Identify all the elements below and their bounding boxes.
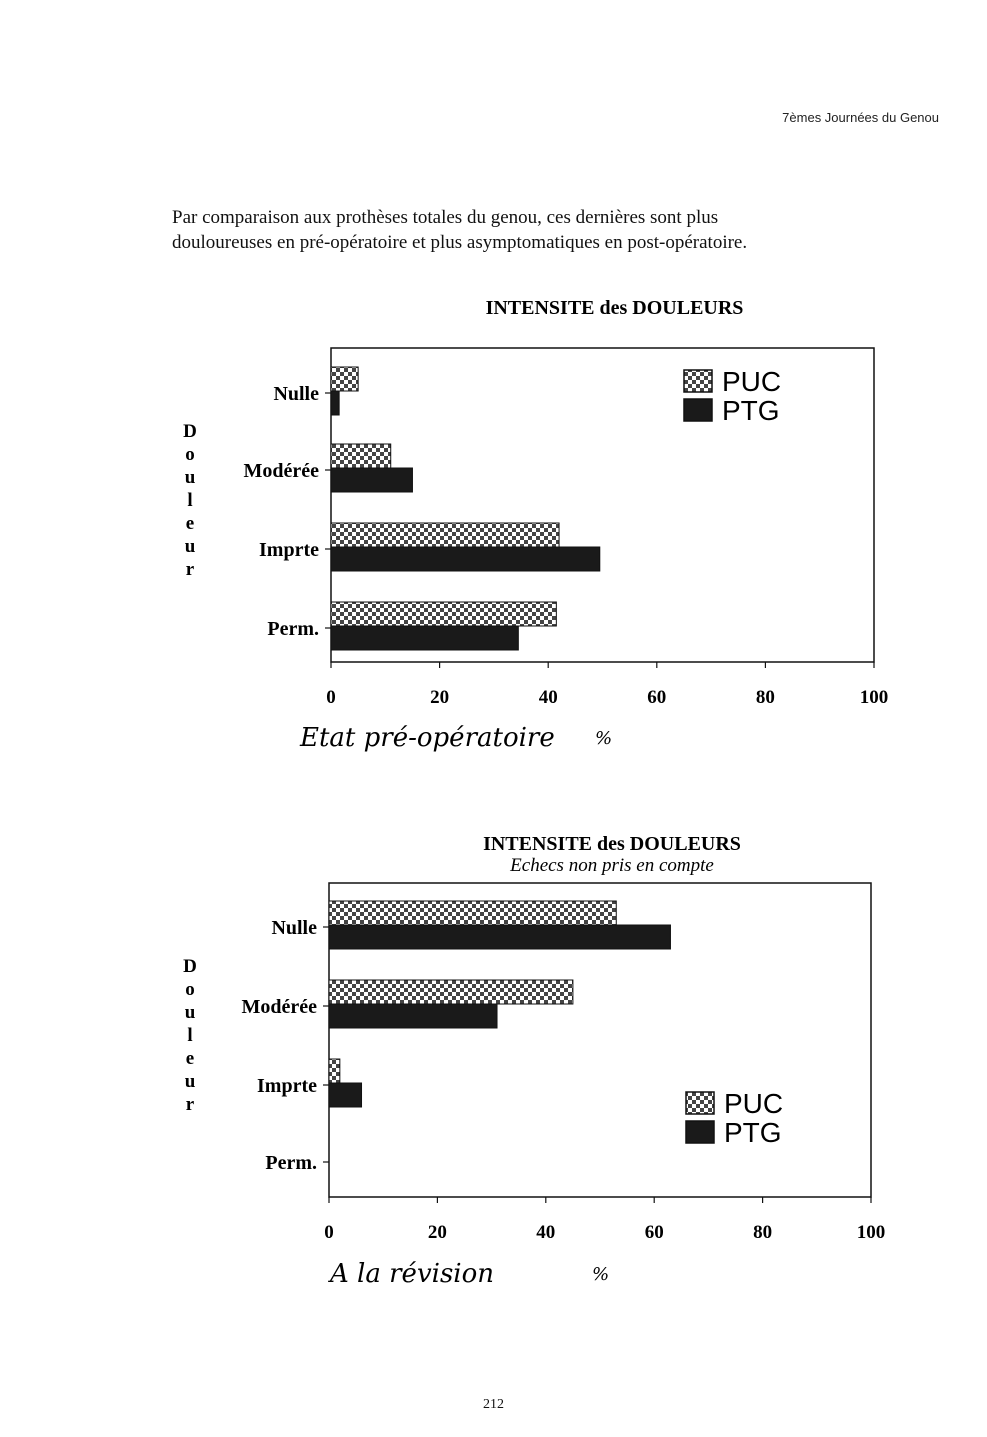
bar-ptg-0: [329, 925, 670, 949]
category-label: Imprte: [257, 1075, 317, 1097]
x-tick-label: 0: [324, 1222, 334, 1243]
x-tick-label: 20: [427, 1222, 447, 1243]
x-tick-label: 0: [326, 687, 336, 708]
category-label: Nulle: [271, 917, 317, 939]
y-axis-label-letter: o: [185, 444, 195, 465]
y-axis-label-letter: D: [183, 421, 197, 442]
page-number: 212: [483, 1397, 504, 1412]
x-axis-label: A la révision: [330, 1259, 494, 1289]
x-tick-label: 40: [536, 1222, 556, 1243]
paragraph-line-1: Par comparaison aux prothèses totales du genou, ces dernières sont plus: [172, 207, 719, 228]
category-label: Perm.: [267, 618, 319, 640]
y-axis-label-letter: e: [185, 1048, 195, 1069]
y-axis-label-letter: D: [183, 956, 197, 977]
x-tick-label: 80: [755, 687, 775, 708]
y-axis-label-letter: r: [185, 1094, 195, 1115]
y-axis-label-letter: u: [184, 1002, 196, 1023]
bar-ptg-1: [329, 1004, 497, 1028]
chart-title: INTENSITE des DOULEURS: [483, 833, 741, 855]
x-tick-label: 80: [753, 1222, 773, 1243]
x-tick-label: 60: [644, 1222, 664, 1243]
running-header: 7èmes Journées du Genou: [782, 110, 939, 125]
x-axis-unit: %: [595, 728, 613, 749]
legend-label-ptg: PTG: [722, 395, 780, 426]
category-label: Modérée: [241, 996, 317, 1018]
category-label: Perm.: [265, 1152, 317, 1174]
y-axis-label-letter: u: [184, 536, 196, 557]
chart-subtitle: Echecs non pris en compte: [510, 855, 714, 876]
category-label: Nulle: [273, 383, 319, 405]
y-axis-label-letter: u: [184, 1071, 196, 1092]
bar-puc-2: [329, 1059, 340, 1083]
x-tick-label: 60: [647, 687, 667, 708]
y-axis-label-letter: l: [187, 1025, 193, 1046]
bar-puc-0: [329, 901, 616, 925]
x-tick-label: 20: [430, 687, 450, 708]
y-axis-label-letter: u: [184, 467, 196, 488]
category-label: Modérée: [243, 460, 319, 482]
x-tick-label: 40: [538, 687, 558, 708]
paragraph-line-2: douloureuses en pré-opératoire et plus asymptomatiques en post-opératoire.: [172, 232, 748, 253]
y-axis-label-letter: l: [187, 490, 193, 511]
x-tick-label: 100: [859, 687, 889, 708]
legend-label-ptg: PTG: [724, 1117, 782, 1148]
y-axis-label-letter: o: [185, 979, 195, 1000]
chart-title: INTENSITE des DOULEURS: [485, 297, 744, 319]
legend-swatch-puc: [686, 1092, 714, 1114]
x-tick-label: 100: [856, 1222, 886, 1243]
legend-label-puc: PUC: [722, 366, 782, 397]
x-axis-unit: %: [592, 1264, 610, 1285]
x-axis-label: Etat pré-opératoire: [300, 723, 555, 753]
bar-puc-1: [329, 980, 573, 1004]
bar-ptg-2: [329, 1083, 362, 1107]
y-axis-label-letter: e: [185, 513, 195, 534]
category-label: Imprte: [259, 539, 319, 561]
legend-label-puc: PUC: [724, 1088, 784, 1119]
y-axis-label-letter: r: [185, 559, 195, 580]
legend-swatch-ptg: [686, 1121, 714, 1143]
